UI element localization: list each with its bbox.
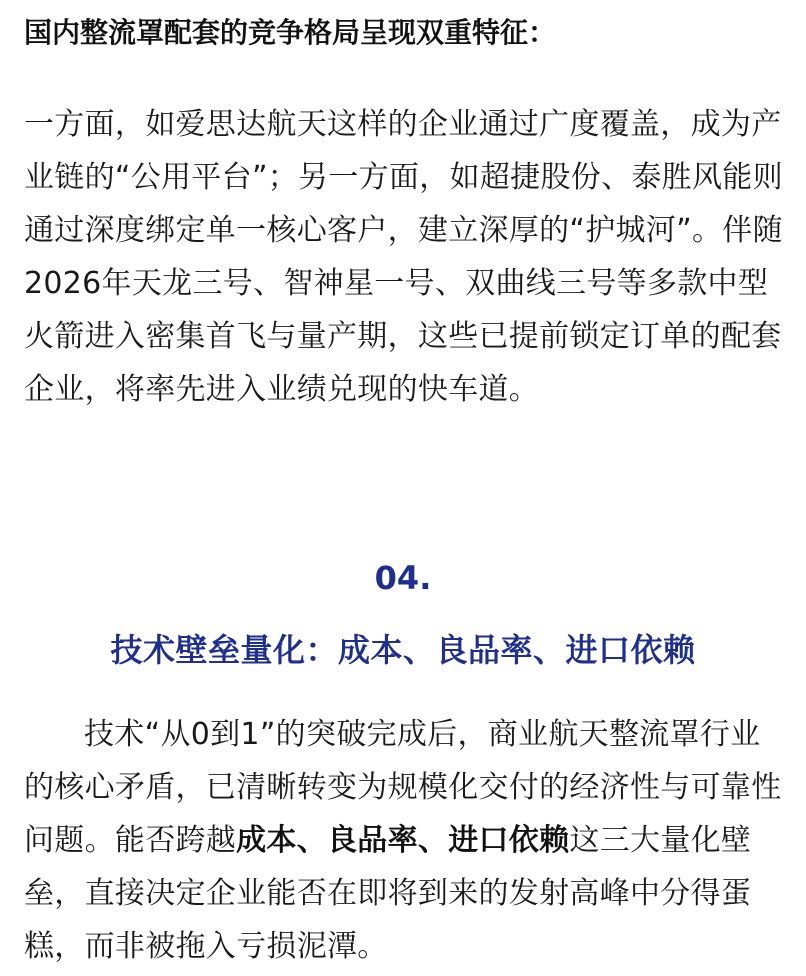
- paragraph-text-after: 这三大量化壁垒，直接决定企业能否在即将到来的发射高峰中分得蛋糕，而非被拖入亏损泥潭。: [24, 823, 752, 964]
- paragraph-competition: 一方面，如爱思达航天这样的企业通过广度覆盖，成为产业链的“公用平台”；另一方面，如超捷股份、泰胜风能则通过深度绑定单一核心客户，建立深厚的“护城河”。伴随2026年天龙三号、智神星一号、双曲线三号等多款中型火箭进入密集首飞与量产期，这些已提前锁定订单的配套企业，将率先进入业绩兑现的快车道。: [24, 107, 783, 407]
- bold-barrier-terms: 成本、良品率、进口依赖: [236, 823, 570, 858]
- paragraph-tech-barriers: [24, 708, 790, 973]
- section-number: 04.: [374, 559, 432, 597]
- lead-heading: 国内整流罩配套的竞争格局呈现双重特征：: [24, 16, 557, 49]
- paragraph-text-before: 技术“从0到1”的突破完成后，商业航天整流罩行业的核心矛盾，已清晰转变为规模化交付的经济性与可靠性问题。能否跨越: [24, 717, 782, 858]
- section-title: 技术壁垒量化：成本、良品率、进口依赖: [110, 631, 696, 669]
